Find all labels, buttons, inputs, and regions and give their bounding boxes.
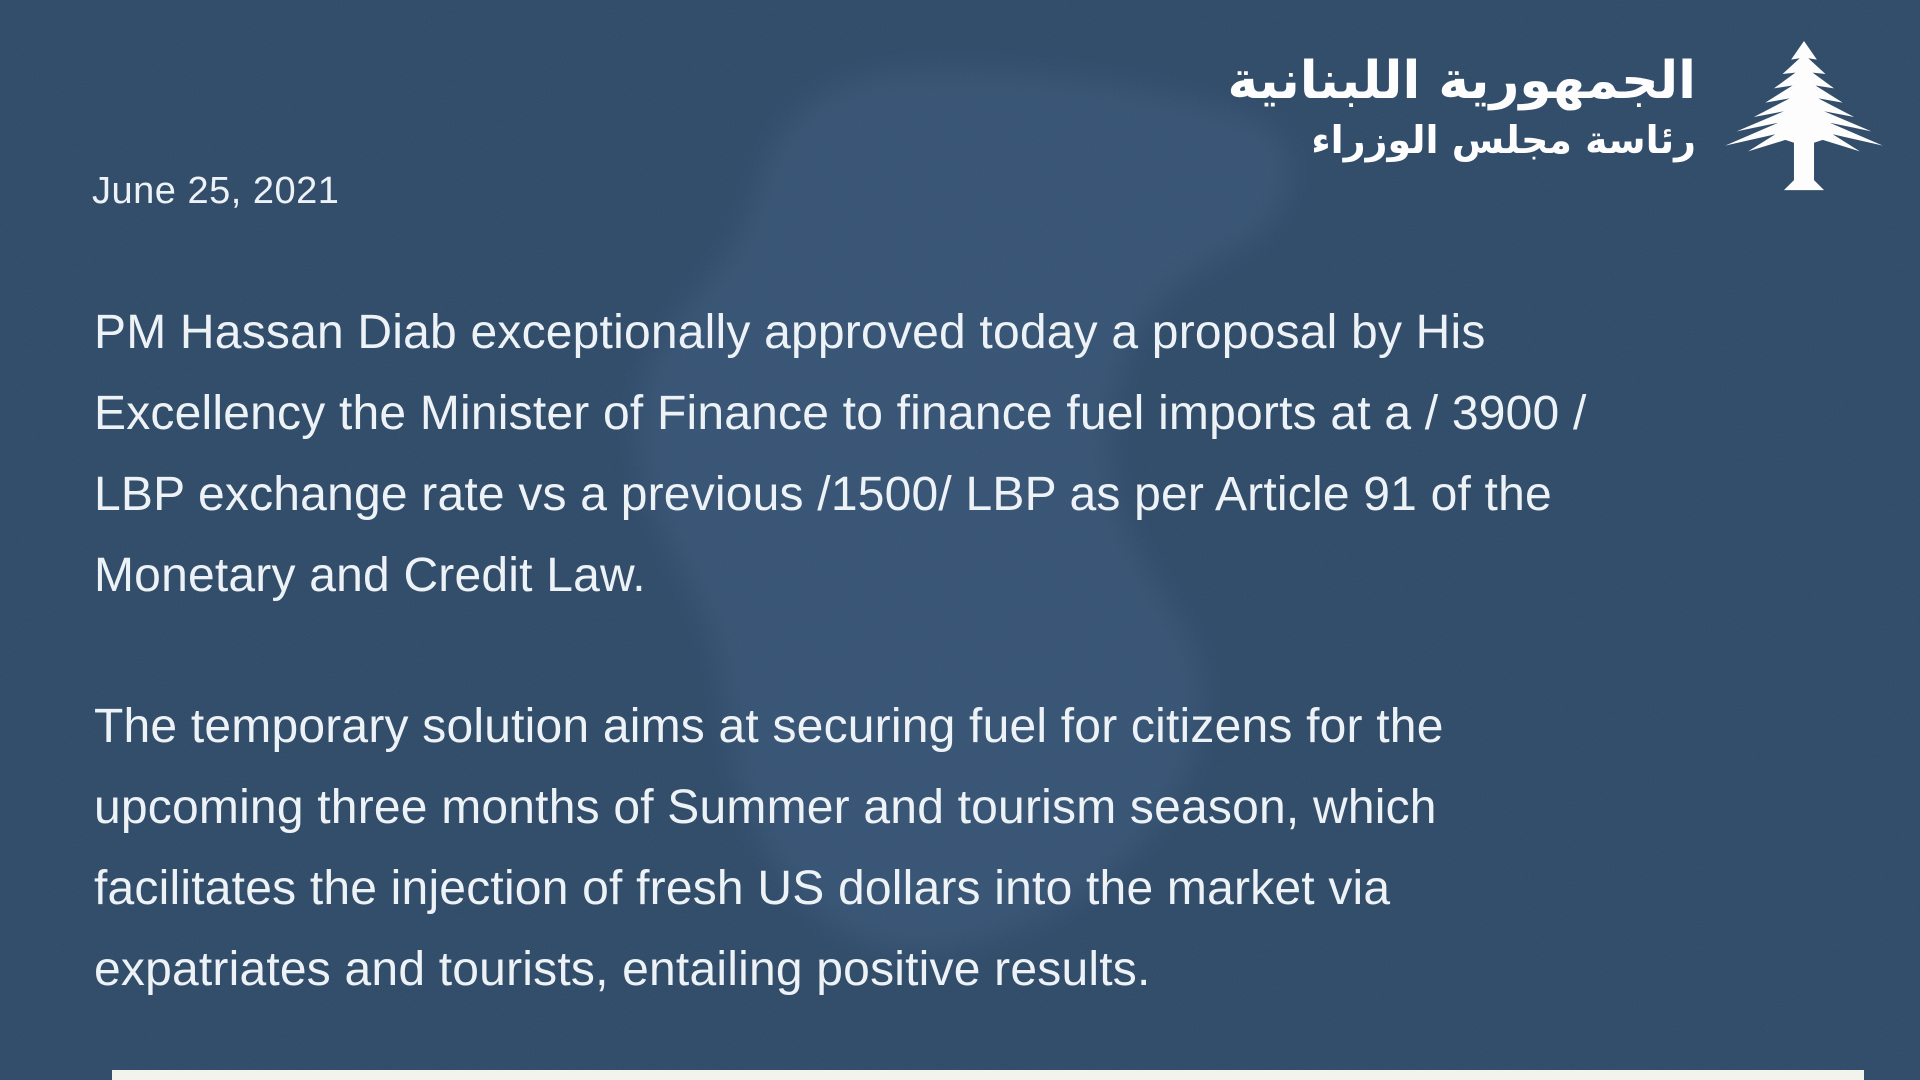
- logo-arabic-pcm-title: رئاسة مجلس الوزراء: [1311, 118, 1696, 162]
- statement-line: upcoming three months of Summer and tourism season, which: [94, 781, 1437, 834]
- logo-arabic-republic-title: الجمهورية اللبنانية: [1227, 51, 1696, 111]
- statement-line: PM Hassan Diab exceptionally approved today a proposal by His: [94, 306, 1486, 359]
- statement-line: facilitates the injection of fresh US dollars into the market via: [94, 862, 1391, 915]
- statement-line: The temporary solution aims at securing fuel for citizens for the: [94, 700, 1444, 753]
- statement-paragraph-2: [94, 686, 1854, 1010]
- logo-arabic-text: [1227, 34, 1696, 166]
- cedar-tree-icon: [1718, 34, 1890, 200]
- statement-line: Excellency the Minister of Finance to finance fuel imports at a / 3900 /: [94, 387, 1587, 440]
- date-label: June 25, 2021: [92, 170, 340, 212]
- bottom-accent-bar: [112, 1070, 1864, 1080]
- statement-line: LBP exchange rate vs a previous /1500/ LBP as per Article 91 of the: [94, 468, 1552, 521]
- statement-line: expatriates and tourists, entailing positive results.: [94, 943, 1151, 996]
- statement-paragraph-1: [94, 292, 1854, 616]
- statement-body: [94, 292, 1854, 1080]
- statement-line: Monetary and Credit Law.: [94, 549, 646, 602]
- government-logo: [1227, 34, 1890, 200]
